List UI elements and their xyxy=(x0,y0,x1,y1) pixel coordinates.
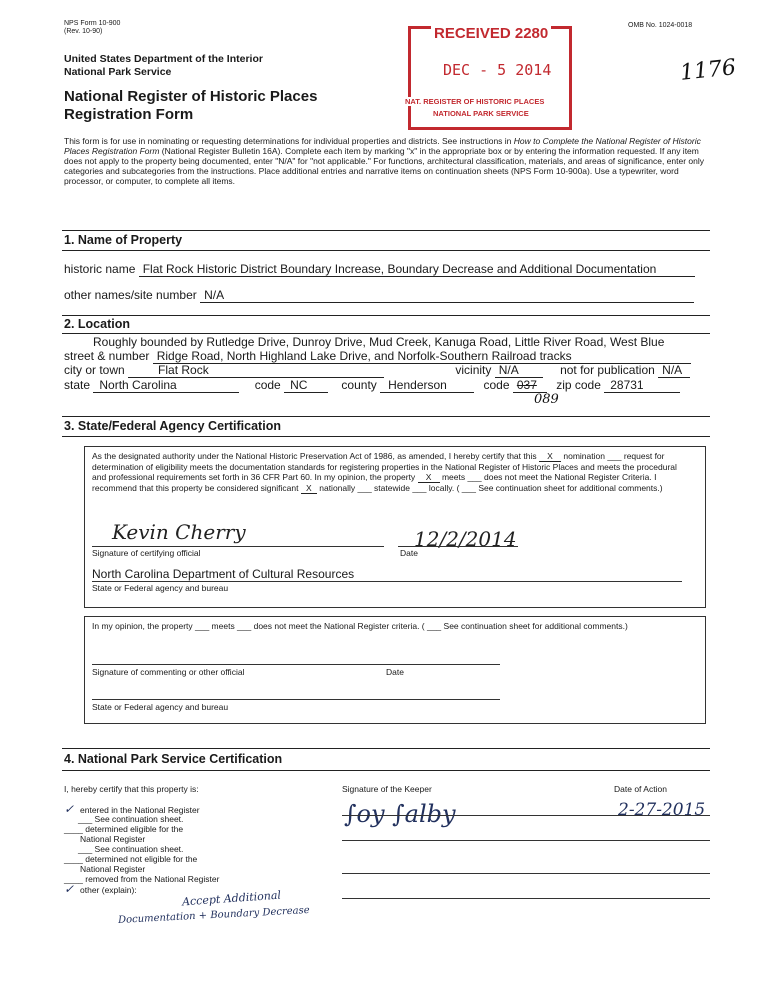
explain-handwritten-1: Accept Additional xyxy=(181,888,282,909)
cert-national-mark[interactable]: X xyxy=(301,483,317,494)
agency-2-label: State or Federal agency and bureau xyxy=(92,702,229,712)
county-value[interactable]: Henderson xyxy=(380,378,474,393)
date-label: Date xyxy=(400,548,418,558)
vicinity-label: vicinity xyxy=(455,363,492,377)
certify-label: I, hereby certify that this property is: xyxy=(64,784,199,794)
eligible-item-2: National Register xyxy=(80,834,146,844)
other-names-label: other names/site number xyxy=(64,288,197,302)
section-2-title: 2. Location xyxy=(64,317,130,331)
commenting-date-label: Date xyxy=(386,667,404,677)
other-item[interactable]: ✓ other (explain): xyxy=(64,882,137,896)
stamp-line1: NAT. REGISTER OF HISTORIC PLACES xyxy=(405,97,545,106)
department-name: United States Department of the Interior xyxy=(64,53,263,65)
city-label: city or town xyxy=(64,363,125,377)
continuation-2[interactable]: ___ See continuation sheet. xyxy=(78,844,184,854)
county-code-struck[interactable]: 037 xyxy=(513,378,547,393)
other-names-value[interactable]: N/A xyxy=(200,288,694,303)
historic-name-label: historic name xyxy=(64,262,136,276)
agency-label: State or Federal agency and bureau xyxy=(92,583,229,593)
action-date-value: 2-27-2015 xyxy=(618,800,706,820)
stamp-line2: NATIONAL PARK SERVICE xyxy=(433,109,529,118)
keeper-signature: ∫oy ∫alby xyxy=(344,800,456,828)
county-code-handwritten: 089 xyxy=(534,392,559,407)
certifying-date: 12/2/2014 xyxy=(414,527,517,551)
handwritten-number: 1176 xyxy=(678,55,738,86)
signature-label: Signature of certifying official xyxy=(92,548,201,558)
omb-number: OMB No. 1024-0018 xyxy=(628,22,693,29)
form-subtitle: Registration Form xyxy=(64,106,194,123)
continuation-1[interactable]: ___ See continuation sheet. xyxy=(78,814,184,824)
state-code-label: code xyxy=(254,378,281,392)
state-label: state xyxy=(64,378,91,392)
street-label: street & number xyxy=(64,349,150,363)
commenting-signature-label: Signature of commenting or other official xyxy=(92,667,245,677)
street-line-1[interactable]: Roughly bounded by Rutledge Drive, Dunroy Drive, Mud Creek, Kanuga Road, Little River Road, West Blue xyxy=(93,335,665,349)
form-revision: (Rev. 10-90) xyxy=(64,28,103,35)
not-publication-value[interactable]: N/A xyxy=(658,363,690,378)
keeper-label: Signature of the Keeper xyxy=(342,784,432,794)
check-mark-icon: ✓ xyxy=(64,882,75,896)
intro-paragraph: This form is for use in nominating or requesting determinations for individual properties and districts. See instructions in How to Complete the National Register of Historic Places Registration Form (National Register Bulletin 16A). Complete each item by marking "x" in the appropriate box or by entering the information requested. If any item does not apply to the property being documented, enter "N/A" for "not applicable." For functions, architectural classification, materials, and areas of significance, enter only categories and subcategories from the instructions. Place additional entries and narrative items on continuation sheets (NPS Form 10-900a). Use a typewriter, word processor, or computer, to complete all items. xyxy=(64,136,704,186)
entered-item[interactable]: ✓ entered in the National Register xyxy=(64,802,200,816)
historic-name-value[interactable]: Flat Rock Historic District Boundary Increase, Boundary Decrease and Additional Documentation xyxy=(139,262,695,277)
stamp-date: DEC - 5 2014 xyxy=(443,61,552,79)
service-name: National Park Service xyxy=(64,66,172,78)
city-value[interactable]: Flat Rock xyxy=(128,363,384,378)
cert-meets-mark[interactable]: X xyxy=(418,472,440,483)
zip-label: zip code xyxy=(556,378,601,392)
agency-value[interactable]: North Carolina Department of Cultural Resources xyxy=(92,567,355,581)
stamp-received: RECEIVED 2280 xyxy=(431,25,551,42)
vicinity-value[interactable]: N/A xyxy=(495,363,543,378)
eligible-item[interactable]: ____ determined eligible for the xyxy=(64,824,184,834)
zip-value[interactable]: 28731 xyxy=(604,378,680,393)
removed-item[interactable]: ____ removed from the National Register xyxy=(64,874,220,884)
not-eligible-item[interactable]: ____ determined not eligible for the xyxy=(64,854,198,864)
section-4-title: 4. National Park Service Certification xyxy=(64,752,283,766)
street-line-2[interactable]: Ridge Road, North Highland Lake Drive, and Norfolk-Southern Railroad tracks xyxy=(153,349,691,364)
action-date-label: Date of Action xyxy=(614,784,667,794)
form-title: National Register of Historic Places xyxy=(64,88,318,105)
state-value[interactable]: North Carolina xyxy=(93,378,239,393)
not-eligible-item-2: National Register xyxy=(80,864,146,874)
explain-handwritten-2: Documentation + Boundary Decrease xyxy=(117,904,310,927)
received-stamp xyxy=(405,25,572,130)
form-number: NPS Form 10-900 xyxy=(64,20,121,27)
county-label: county xyxy=(341,378,377,392)
cert-nomination-mark[interactable]: X xyxy=(539,451,561,462)
state-code-value[interactable]: NC xyxy=(284,378,328,393)
opinion-text: In my opinion, the property ___ meets ___ does not meet the National Register criteria. ( ___ See continuation sheet for additional comments.) xyxy=(92,621,628,631)
check-mark-icon: ✓ xyxy=(64,802,75,816)
section-1-title: 1. Name of Property xyxy=(64,233,183,247)
certifying-signature: Kevin Cherry xyxy=(112,520,246,544)
certification-text: As the designated authority under the National Historic Preservation Act of 1986, as amended, I hereby certify that this X nomination ___ request for determination of eligibility meets the documentation standards for registering properties in the National Register of Historic Places and meets the procedural and professional requirements set forth in 36 CFR Part 60. In my opinion, the property X meets ___ does not meet the National Register Criteria. I recommend that this property be considered significant X nationally ___ statewide ___ locally. ( ___ See continuation sheet for additional comments.) xyxy=(92,451,677,493)
county-code-label: code xyxy=(483,378,510,392)
not-publication-label: not for publication xyxy=(560,363,655,377)
section-3-title: 3. State/Federal Agency Certification xyxy=(64,419,281,433)
